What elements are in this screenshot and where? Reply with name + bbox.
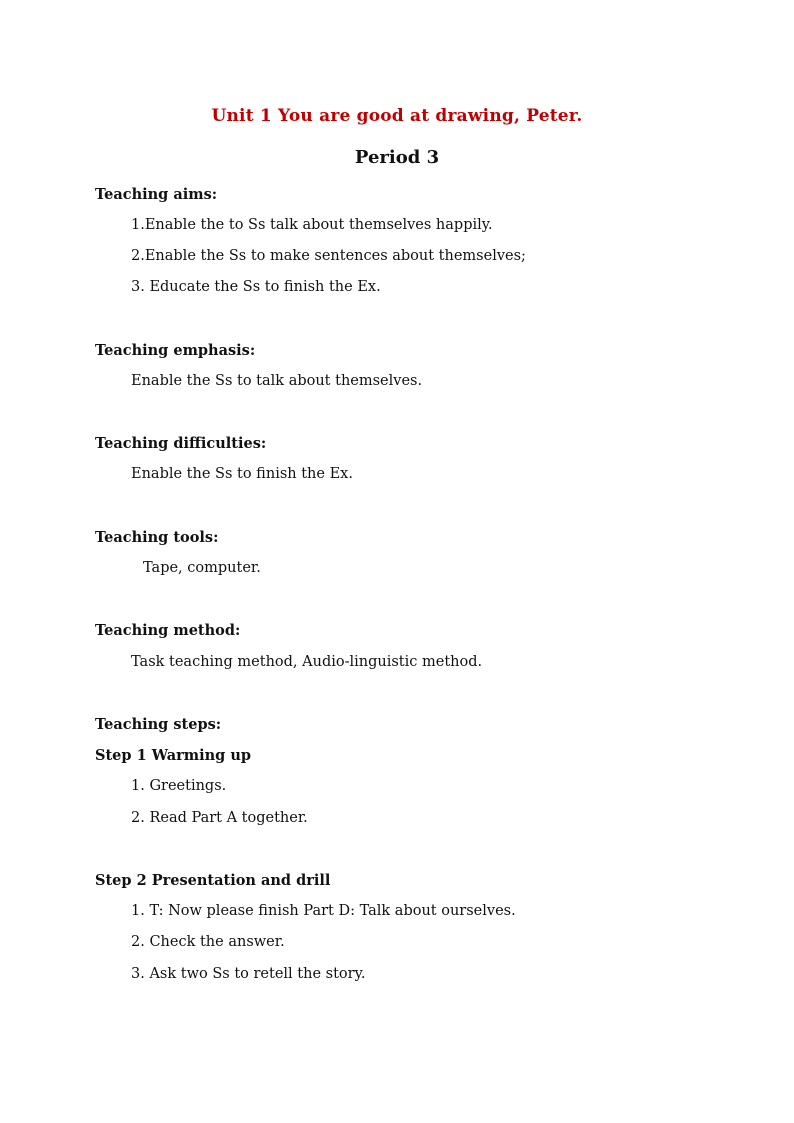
document-title: Unit 1 You are good at drawing, Peter. [211,106,583,126]
aims-item: 3. Educate the Ss to finish the Ex. [131,279,381,295]
emphasis-heading: Teaching emphasis: [95,342,256,359]
step1-item: 2. Read Part A together. [131,810,308,826]
document-subtitle: Period 3 [354,147,440,168]
aims-heading: Teaching aims: [95,186,218,203]
difficulties-text: Enable the Ss to finish the Ex. [131,466,353,482]
aims-item: 2.Enable the Ss to make sentences about themselves; [131,248,526,264]
steps-heading: Teaching steps: [95,716,222,733]
step1-heading: Step 1 Warming up [95,747,252,764]
aims-item: 1.Enable the to Ss talk about themselves happily. [131,217,493,233]
step2-heading: Step 2 Presentation and drill [95,872,331,889]
step2-item: 2. Check the answer. [131,934,285,950]
difficulties-heading: Teaching difficulties: [95,435,267,452]
method-heading: Teaching method: [95,622,241,639]
tools-text: Tape, computer. [143,560,261,576]
step1-item: 1. Greetings. [131,778,227,794]
tools-heading: Teaching tools: [95,529,219,546]
method-text: Task teaching method, Audio-linguistic method. [131,654,483,670]
step2-item: 1. T: Now please finish Part D: Talk about ourselves. [131,903,516,919]
step2-item: 3. Ask two Ss to retell the story. [131,966,366,982]
emphasis-text: Enable the Ss to talk about themselves. [131,373,423,389]
